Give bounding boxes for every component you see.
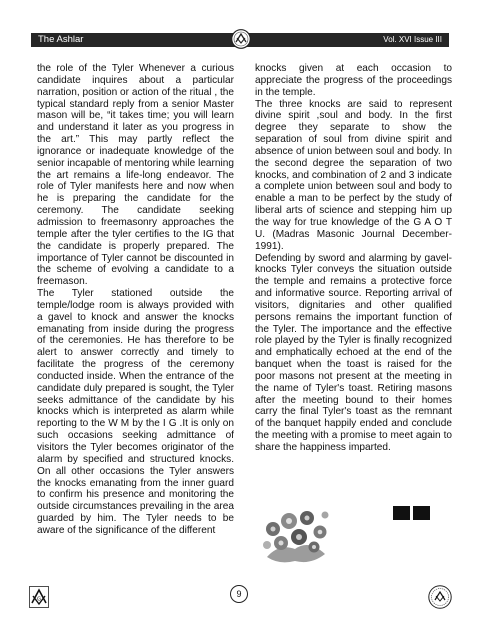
black-square-icon [393,506,410,520]
right-paragraph-2: The three knocks are said to represent divine spirit ,soul and body. In the first degree they separate to show the separation of soul from divine spirit and absence of union between soul and body. In the second degree the separation of two knocks, and combination of 2 and 3 indicate a complete union between soul and body to enable a man to be perfect by the study of liberal arts of science and stepping him up the way for true knowledge of the G A O T U. (Madras Masonic Journal December-1991). [255,98,452,252]
issue-label: Vol. XVI Issue III [383,35,442,44]
svg-text:G: G [37,596,41,603]
right-paragraph-3: Defending by sword and alarming by gavel-knocks Tyler conveys the situation outside the temple and remains a protective force and informative source. Reporting arrival of visitors, dignitaries and other qualified persons remains the important function of the Tyler. The importance and the effective role played by the Tyler is finally recognized and emphatically echoed at the end of the banquet when the toast is raised for the poor masons not present at the meeting in the name of Tyler's toast. Retiring masons after the meeting bound to their homes carry the final Tyler's toast as the remnant of the banquet happily ended and conclude the meeting with a promise to meet again to share the happiness imparted. [255,252,452,453]
left-paragraph-2: The Tyler stationed outside the temple/lodge room is always provided with a gavel to knock and answer the knocks emanating from inside during the progress of the ceremonies. He has therefore to be alert to answer correctly and timely to facilitate the progress of the ceremony conducted inside. When the entrance of the candidate duly prepared is sought, the Tyler seeks admittance of the candidate by his knocks which is interpreted as alarm while reporting to the W M by the I G .It is only on such occasions seeking admittance of visitors the Tyler becomes originator of the alarm by specified and structured knocks. On all other occasions the Tyler answers the knocks emanating from the inner guard to confirm his presence and monitoring the outside circumstances prevailing in the area guarded by him. The Tyler needs to be aware of the significance of the different [37,288,234,536]
square-compass-icon [29,586,49,608]
right-column [255,63,452,454]
lodge-seal-icon [428,585,452,609]
left-paragraph-1: the role of the Tyler Whenever a curious candidate inquires about a particular narration, position or action of the ritual , the typical standard reply from a senior Master mason will be, “it takes time; you will learn and understand it later as you progress in the art.” This may partly reflect the ignorance or inadequate knowledge of the senior incapable of mentoring while learning the art remains a life-long endeavor. The role of Tyler manifests here and now when he is preparing the candidate for the ceremony. The candidate seeking admission to freemasonry approaches the temple after the tyler certifies to the IG that the candidate is properly prepared. The importance of Tyler cannot be discounted in the scheme of evolving a candidate to a freemason. [37,63,234,288]
left-column [37,63,234,537]
journal-title: The Ashlar [38,34,84,45]
right-paragraph-1: knocks given at each occasion to appreciate the progress of the proceedings in the temple. [255,63,452,98]
flower-bouquet-icon [259,499,332,566]
masonic-seal-icon [231,29,251,49]
black-square-icon [413,506,430,520]
page-number: 9 [230,585,248,603]
